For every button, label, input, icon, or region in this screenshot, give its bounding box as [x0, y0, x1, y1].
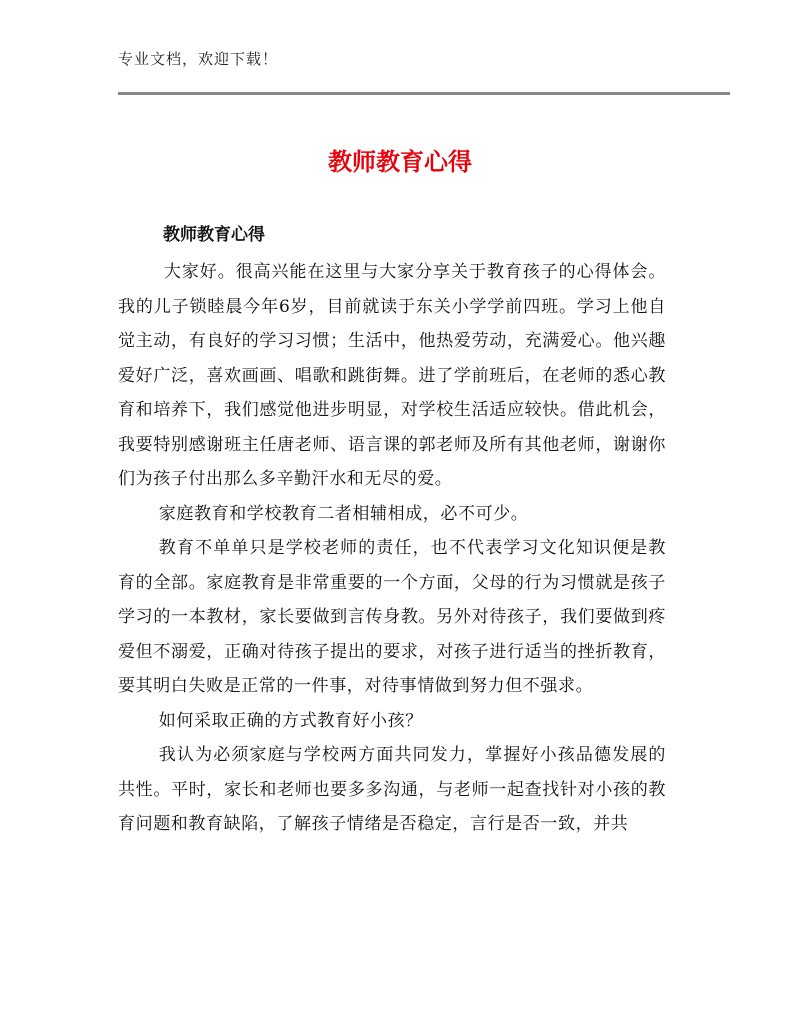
- document-title: 教师教育心得: [328, 148, 472, 176]
- paragraph-responsibility: 教育不单单只是学校老师的责任，也不代表学习文化知识便是教育的全部。家庭教育是非常重要的一个方面，父母的行为习惯就是孩子学习的一本教材，家长要做到言传身教。另外对待孩子，我们要做到疼爱但不溺爱，正确对待孩子提出的要求，对孩子进行适当的挫折教育，要其明白失败是正常的一件事，对待事情做到努力但不强求。: [118, 538, 666, 696]
- document-body: [118, 255, 666, 842]
- document-subheading: 教师教育心得: [163, 225, 265, 245]
- paragraph-method: 我认为必须家庭与学校两方面共同发力，掌握好小孩品德发展的共性。平时，家长和老师也要多多沟通，与老师一起查找针对小孩的教育问题和教育缺陷，了解孩子情绪是否稳定，言行是否一致，并共: [118, 745, 666, 834]
- paragraph-intro: 大家好。很高兴能在这里与大家分享关于教育孩子的心得体会。我的儿子锁睦晨今年6岁，目前就读于东关小学学前四班。学习上他自觉主动，有良好的学习习惯；生活中，他热爱劳动，充满爱心。他兴趣爱好广泛，喜欢画画、唱歌和跳街舞。进了学前班后，在老师的悉心教育和培养下，我们感觉他进步明显，对学校生活适应较快。借此机会，我要特别感谢班主任唐老师、语言课的郭老师及所有其他老师，谢谢你们为孩子付出那么多辛勤汗水和无尽的爱。: [118, 262, 666, 489]
- header-note: 专业文档，欢迎下载！: [118, 50, 279, 68]
- header-divider: [118, 92, 730, 95]
- paragraph-family-school: 家庭教育和学校教育二者相辅相成，必不可少。: [158, 503, 529, 524]
- paragraph-question: 如何采取正确的方式教育好小孩？: [158, 710, 423, 731]
